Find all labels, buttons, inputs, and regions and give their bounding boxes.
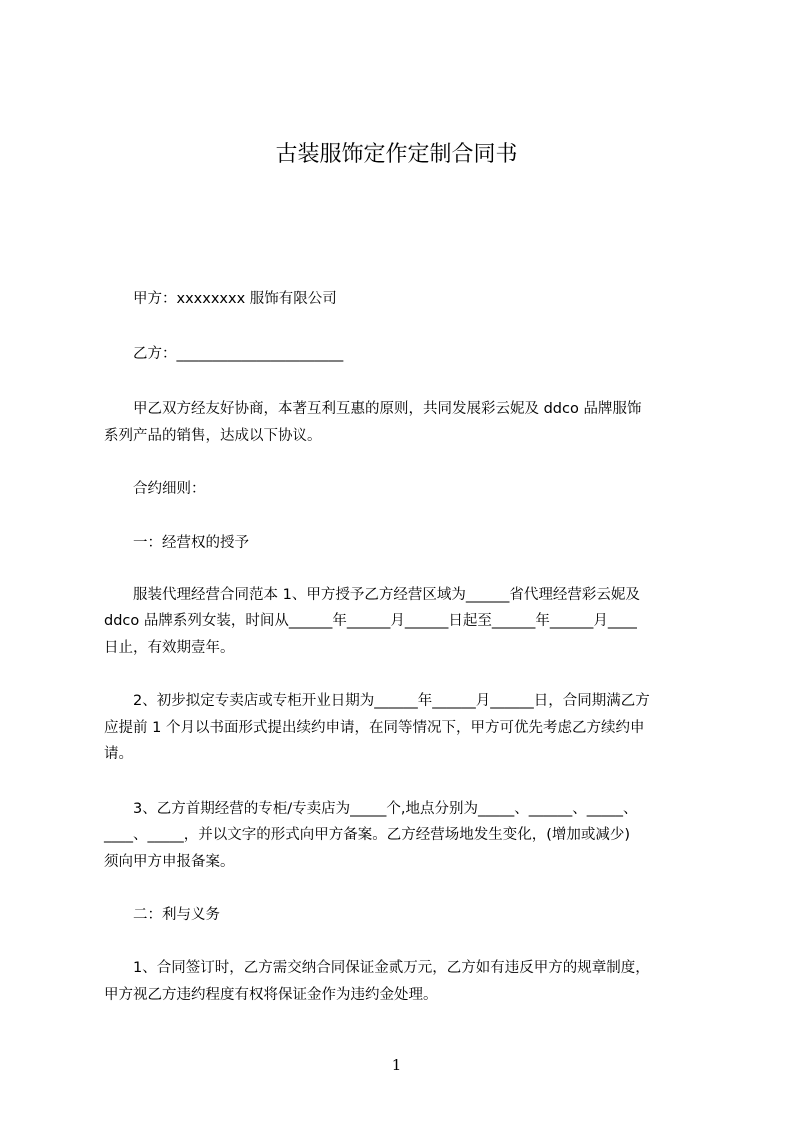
clause-1-3-line-3: 须向甲方申报备案。 [104, 854, 235, 870]
clause-2-1-line-2: 甲方视乙方违约程度有权将保证金作为违约金处理。 [104, 987, 438, 1003]
section-1-heading: 一：经营权的授予 [104, 535, 249, 551]
clause-1-3-line-2: ____、_____，并以文字的形式向甲方备案。乙方经营场地发生变化，(增加或减少) [104, 827, 631, 843]
section-2-heading: 二：利与义务 [104, 907, 220, 923]
document-title: 古装服饰定作定制合同书 [275, 142, 518, 167]
clause-1-2-line-1: 2、初步拟定专卖店或专柜开业日期为______年______月______日，合同期满乙方 [104, 693, 650, 709]
contract-details-heading: 合约细则： [104, 481, 206, 497]
clause-1-2-line-2: 应提前 1 个月以书面形式提出续约申请，在同等情况下，甲方可优先考虑乙方续约申 [104, 720, 645, 736]
clause-2-1-line-1: 1、合同签订时，乙方需交纳合同保证金贰万元，乙方如有违反甲方的规章制度， [104, 960, 650, 976]
clause-1-1-line-3: 日止，有效期壹年。 [104, 640, 235, 656]
intro-line-1: 甲乙双方经友好协商，本著互利互惠的原则，共同发展彩云妮及 ddco 品牌服饰 [104, 401, 642, 417]
party-b-line: 乙方：_______________________ [104, 346, 344, 362]
intro-line-2: 系列产品的销售，达成以下协议。 [104, 428, 322, 444]
page-number: 1 [391, 1056, 402, 1074]
clause-1-2-line-3: 请。 [104, 746, 133, 762]
clause-1-1-line-2: ddco 品牌系列女装，时间从______年______月______日起至______年______月____ [104, 613, 637, 629]
clause-1-1-line-1: 服装代理经营合同范本 1、甲方授予乙方经营区域为______省代理经营彩云妮及 [104, 587, 640, 603]
party-a-line: 甲方：xxxxxxxx 服饰有限公司 [104, 291, 337, 307]
clause-1-3-line-1: 3、乙方首期经营的专柜/专卖店为_____个,地点分别为_____、______、_____、 [104, 801, 638, 817]
